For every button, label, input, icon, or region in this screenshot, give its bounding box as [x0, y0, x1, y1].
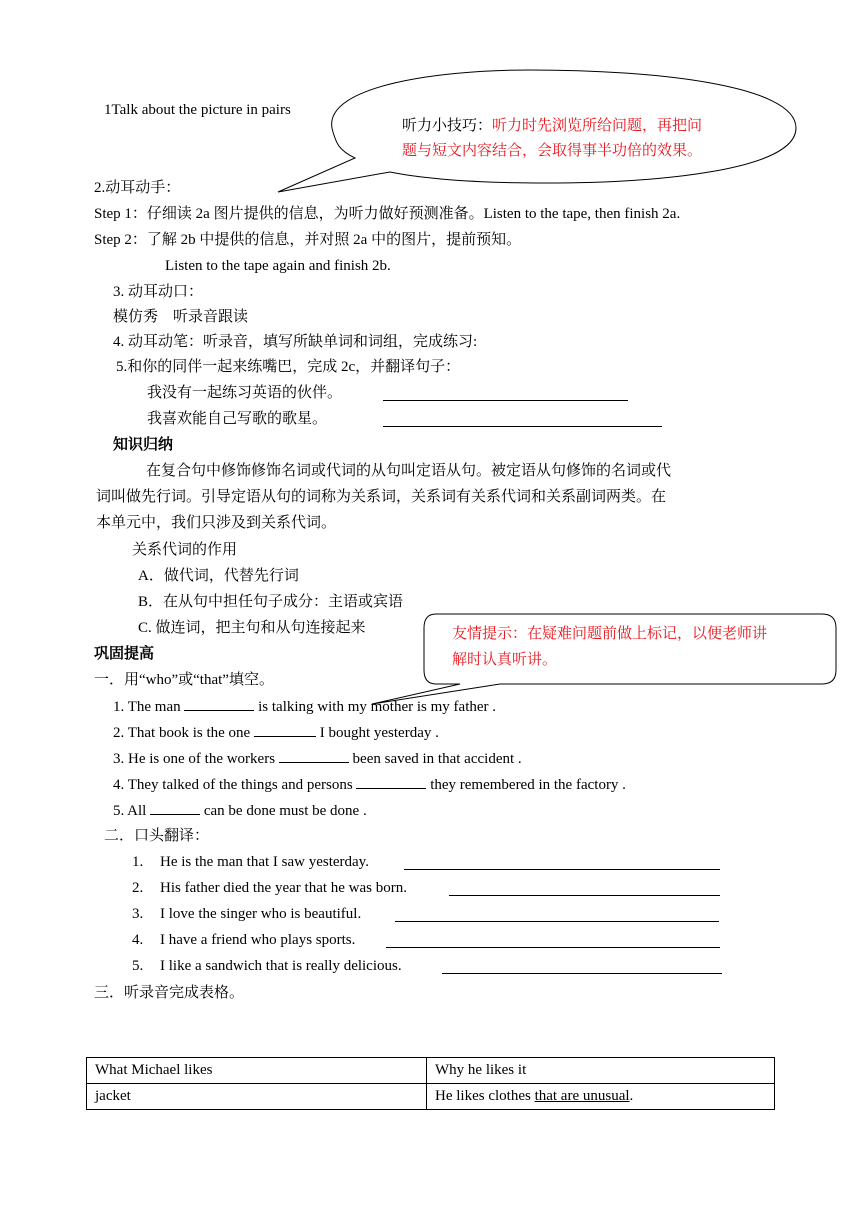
oral-num-2: 2.: [132, 880, 144, 896]
tip1-line1: [402, 114, 702, 139]
question-4: [113, 774, 626, 795]
oral-line-1[interactable]: [404, 855, 720, 870]
section3-line: 模仿秀 听录音跟读: [113, 309, 249, 325]
q2-end: I bought yesterday .: [319, 725, 439, 741]
q4-start: 4. They talked of the things and persons: [113, 777, 353, 793]
tip1-text1: 听力时先浏览所给问题，再把问: [492, 118, 703, 134]
step1: Step 1：仔细读 2a 图片提供的信息，为听力做好预测准备。Listen to the tape, then finish 2a.: [94, 206, 681, 222]
part3-title: 三．听录音完成表格。: [94, 985, 245, 1001]
table-header-cell: What Michael likes: [87, 1058, 427, 1084]
cell-text: He likes clothes: [435, 1088, 535, 1104]
part2-title: 二．口头翻译：: [104, 828, 210, 844]
q1-start: 1. The man: [113, 699, 181, 715]
q5-end: can be done must be done .: [203, 803, 367, 819]
cell-period: .: [629, 1088, 634, 1104]
oral-2: His father died the year that he was born.: [160, 880, 407, 896]
knowledge-b: B．在从句中担任句子成分：主语或宾语: [138, 594, 404, 610]
knowledge-p1: 在复合句中修饰修饰名词或代词的从句叫定语从句。被定语从句修饰的名词或代: [146, 463, 672, 479]
oral-5: I like a sandwich that is really delicious.: [160, 958, 402, 974]
section5-line: 5.和你的同伴一起来练嘴巴，完成 2c，并翻译句子：: [116, 359, 461, 375]
oral-num-3: 3.: [132, 906, 144, 922]
oral-line-5[interactable]: [442, 959, 722, 974]
part1-title: 一．用“who”或“that”填空。: [94, 672, 274, 688]
answer-line-2[interactable]: [383, 412, 662, 427]
q3-blank[interactable]: [279, 748, 349, 763]
tip2-line2: 解时认真听讲。: [452, 652, 558, 668]
knowledge-sub: 关系代词的作用: [132, 542, 238, 558]
table-cell: jacket: [87, 1084, 427, 1110]
knowledge-c: C. 做连词，把主句和从句连接起来: [138, 620, 366, 636]
oral-num-1: 1.: [132, 854, 144, 870]
q5-start: 5. All: [113, 803, 147, 819]
translate-1: 我没有一起练习英语的伙伴。: [147, 385, 343, 401]
knowledge-p3: 本单元中，我们只涉及到关系代词。: [96, 515, 337, 531]
q4-blank[interactable]: [356, 774, 426, 789]
section3-title: 3. 动耳动口：: [113, 284, 204, 300]
knowledge-p2: 词叫做先行词。引导定语从句的词称为关系词，关系词有关系代词和关系副词两类。在: [96, 489, 667, 505]
table-header-row: [87, 1058, 775, 1084]
q3-start: 3. He is one of the workers: [113, 751, 276, 767]
oral-line-2[interactable]: [449, 881, 720, 896]
q2-blank[interactable]: [254, 722, 316, 737]
oral-4: I have a friend who plays sports.: [160, 932, 356, 948]
section1: 1Talk about the picture in pairs: [104, 102, 291, 118]
q1-end: is talking with my mother is my father .: [258, 699, 497, 715]
q2-start: 2. That book is the one: [113, 725, 251, 741]
translate-2: 我喜欢能自己写歌的歌星。: [147, 411, 328, 427]
oral-line-4[interactable]: [386, 933, 720, 948]
section4-line: 4. 动耳动笔：听录音，填写所缺单词和词组，完成练习:: [113, 334, 478, 350]
question-3: [113, 748, 522, 769]
table-header-cell: Why he likes it: [427, 1058, 775, 1084]
q3-end: been saved in that accident .: [352, 751, 522, 767]
step2: Step 2：了解 2b 中提供的信息，并对照 2a 中的图片，提前预知。: [94, 232, 522, 248]
knowledge-title: 知识归纳: [113, 437, 174, 453]
q1-blank[interactable]: [184, 696, 254, 711]
table-row: [87, 1084, 775, 1110]
knowledge-a: A．做代词，代替先行词: [138, 568, 299, 584]
q5-blank[interactable]: [150, 800, 200, 815]
oral-1: He is the man that I saw yesterday.: [160, 854, 369, 870]
practice-title: 巩固提高: [94, 646, 155, 662]
table-cell: [427, 1084, 775, 1110]
section2-title: 2.动耳动手：: [94, 180, 181, 196]
step2b: Listen to the tape again and finish 2b.: [165, 258, 391, 274]
answer-line-1[interactable]: [383, 386, 628, 401]
question-5: [113, 800, 367, 821]
question-1: [113, 696, 496, 717]
oral-3: I love the singer who is beautiful.: [160, 906, 362, 922]
q4-end: they remembered in the factory .: [430, 777, 626, 793]
listening-table: [86, 1057, 775, 1110]
oral-num-4: 4.: [132, 932, 144, 948]
tip1-line2: 题与短文内容结合，会取得事半功倍的效果。: [402, 143, 703, 159]
tip2-line1: 友情提示：在疑难问题前做上标记，以便老师讲: [452, 626, 768, 642]
oral-num-5: 5.: [132, 958, 144, 974]
oral-line-3[interactable]: [395, 907, 719, 922]
question-2: [113, 722, 439, 743]
underlined-answer: that are unusual: [534, 1088, 630, 1104]
tip1-label: 听力小技巧：: [402, 118, 493, 134]
